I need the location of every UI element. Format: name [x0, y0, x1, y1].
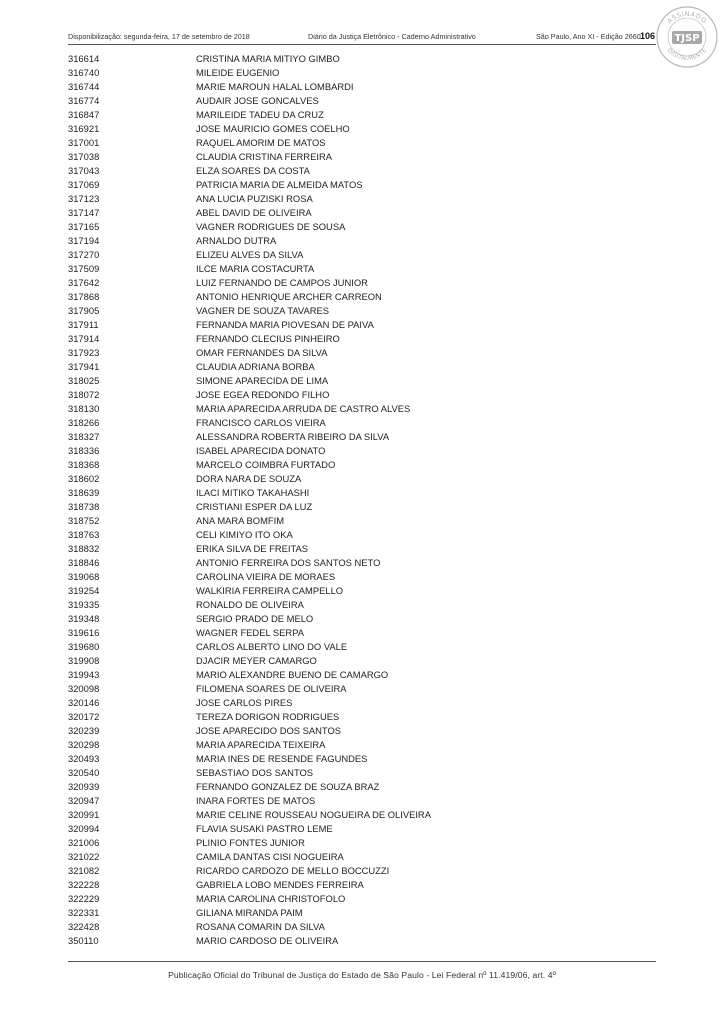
list-item — [68, 752, 648, 766]
list-item — [68, 640, 648, 654]
registration-number: 321022 — [68, 851, 100, 862]
person-name: MARIO ALEXANDRE BUENO DE CAMARGO — [196, 669, 389, 680]
list-item — [68, 150, 648, 164]
person-name: RICARDO CARDOZO DE MELLO BOCCUZZI — [196, 865, 390, 876]
person-name: CLAUDIA CRISTINA FERREIRA — [196, 151, 332, 162]
registration-number: 318602 — [68, 473, 100, 484]
list-item — [68, 528, 648, 542]
list-item — [68, 850, 648, 864]
person-name: ANTONIO FERREIRA DOS SANTOS NETO — [196, 557, 381, 568]
registration-number: 320540 — [68, 767, 100, 778]
registration-number: 319068 — [68, 571, 100, 582]
list-item — [68, 654, 648, 668]
person-name: RAQUEL AMORIM DE MATOS — [196, 137, 326, 148]
person-name: MARCELO COIMBRA FURTADO — [196, 459, 336, 470]
list-item — [68, 220, 648, 234]
person-name: CARLOS ALBERTO LINO DO VALE — [196, 641, 348, 652]
person-name: CRISTINA MARIA MITIYO GIMBO — [196, 53, 340, 64]
list-item — [68, 822, 648, 836]
person-name: ANA LUCIA PUZISKI ROSA — [196, 193, 313, 204]
registration-number: 317905 — [68, 305, 100, 316]
registration-number: 318072 — [68, 389, 100, 400]
registration-number: 320172 — [68, 711, 100, 722]
list-item — [68, 178, 648, 192]
registration-number: 320298 — [68, 739, 100, 750]
list-item — [68, 80, 648, 94]
person-name: JOSE APARECIDO DOS SANTOS — [196, 725, 341, 736]
registration-number: 316847 — [68, 109, 100, 120]
list-item — [68, 486, 648, 500]
registration-number: 317038 — [68, 151, 100, 162]
registration-number: 317147 — [68, 207, 100, 218]
list-item — [68, 276, 648, 290]
list-item — [68, 598, 648, 612]
person-name: ERIKA SILVA DE FREITAS — [196, 543, 309, 554]
list-item — [68, 332, 648, 346]
list-item — [68, 724, 648, 738]
registration-number: 317069 — [68, 179, 100, 190]
list-item — [68, 192, 648, 206]
person-name: PATRICIA MARIA DE ALMEIDA MATOS — [196, 179, 363, 190]
registration-number: 317914 — [68, 333, 100, 344]
list-item — [68, 500, 648, 514]
person-name: FILOMENA SOARES DE OLIVEIRA — [196, 683, 347, 694]
list-item — [68, 164, 648, 178]
registration-number: 318368 — [68, 459, 100, 470]
page-number: 106 — [640, 31, 656, 41]
person-name: RONALDO DE OLIVEIRA — [196, 599, 304, 610]
registration-number: 317923 — [68, 347, 100, 358]
registration-number: 319616 — [68, 627, 100, 638]
registration-number: 321006 — [68, 837, 100, 848]
svg-text:ASSINADO — [666, 10, 709, 25]
person-name: SEBASTIAO DOS SANTOS — [196, 767, 314, 778]
registration-number: 320939 — [68, 781, 100, 792]
registration-number: 322331 — [68, 907, 100, 918]
registration-number: 316614 — [68, 53, 100, 64]
registration-number: 316774 — [68, 95, 100, 106]
registration-number: 322428 — [68, 921, 100, 932]
list-item — [68, 304, 648, 318]
person-name: ANTONIO HENRIQUE ARCHER CARREON — [196, 291, 382, 302]
registration-number: 319908 — [68, 655, 100, 666]
list-item — [68, 906, 648, 920]
person-name: CELI KIMIYO ITO OKA — [196, 529, 293, 540]
list-item — [68, 360, 648, 374]
person-name: ELIZEU ALVES DA SILVA — [196, 249, 304, 260]
list-item — [68, 290, 648, 304]
person-name: ABEL DAVID DE OLIVEIRA — [196, 207, 312, 218]
registration-number: 317043 — [68, 165, 100, 176]
person-name: MARILEIDE TADEU DA CRUZ — [196, 109, 324, 120]
registration-number: 350110 — [68, 935, 99, 946]
registration-number: 322229 — [68, 893, 100, 904]
list-item — [68, 388, 648, 402]
name-list — [68, 52, 648, 948]
registration-number: 318130 — [68, 403, 100, 414]
person-name: CAMILA DANTAS CISI NOGUEIRA — [196, 851, 344, 862]
person-name: ANA MARA BOMFIM — [196, 515, 285, 526]
list-item — [68, 920, 648, 934]
list-item — [68, 444, 648, 458]
person-name: ILCE MARIA COSTACURTA — [196, 263, 315, 274]
person-name: DJACIR MEYER CAMARGO — [196, 655, 317, 666]
person-name: FLAVIA SUSAKI PASTRO LEME — [196, 823, 333, 834]
registration-number: 318025 — [68, 375, 100, 386]
list-item — [68, 892, 648, 906]
person-name: ROSANA COMARIN DA SILVA — [196, 921, 325, 932]
registration-number: 319680 — [68, 641, 100, 652]
list-item — [68, 402, 648, 416]
list-item — [68, 570, 648, 584]
list-item — [68, 794, 648, 808]
registration-number: 317911 — [68, 319, 99, 330]
seal-logo: TJSP — [674, 33, 700, 44]
person-name: AUDAIR JOSE GONCALVES — [196, 95, 319, 106]
list-item — [68, 136, 648, 150]
list-item — [68, 122, 648, 136]
list-item — [68, 248, 648, 262]
person-name: CRISTIANI ESPER DA LUZ — [196, 501, 313, 512]
list-item — [68, 318, 648, 332]
registration-number: 321082 — [68, 865, 100, 876]
list-item — [68, 416, 648, 430]
person-name: SIMONE APARECIDA DE LIMA — [196, 375, 329, 386]
list-item — [68, 556, 648, 570]
registration-number: 317123 — [68, 193, 100, 204]
list-item — [68, 808, 648, 822]
list-item — [68, 668, 648, 682]
registration-number: 318336 — [68, 445, 100, 456]
person-name: FERNANDA MARIA PIOVESAN DE PAIVA — [196, 319, 374, 330]
edition-info: São Paulo, Ano XI - Edição 2660 — [536, 32, 641, 41]
registration-number: 318639 — [68, 487, 100, 498]
seal-text-top: ASSINADO — [665, 9, 709, 26]
registration-number: 320146 — [68, 697, 100, 708]
person-name: ARNALDO DUTRA — [196, 235, 277, 246]
person-name: OMAR FERNANDES DA SILVA — [196, 347, 328, 358]
registration-number: 320947 — [68, 795, 100, 806]
registration-number: 318327 — [68, 431, 100, 442]
registration-number: 319254 — [68, 585, 100, 596]
person-name: INARA FORTES DE MATOS — [196, 795, 316, 806]
person-name: ELZA SOARES DA COSTA — [196, 165, 310, 176]
person-name: MARIO CARDOSO DE OLIVEIRA — [196, 935, 339, 946]
header-rule — [68, 44, 656, 45]
list-item — [68, 346, 648, 360]
person-name: DORA NARA DE SOUZA — [196, 473, 302, 484]
person-name: ISABEL APARECIDA DONATO — [196, 445, 326, 456]
list-item — [68, 374, 648, 388]
list-item — [68, 612, 648, 626]
registration-number: 319348 — [68, 613, 100, 624]
registration-number: 317194 — [68, 235, 100, 246]
person-name: FRANCISCO CARLOS VIEIRA — [196, 417, 326, 428]
list-item — [68, 934, 648, 948]
registration-number: 318846 — [68, 557, 100, 568]
list-item — [68, 52, 648, 66]
registration-number: 316740 — [68, 67, 100, 78]
registration-number: 320991 — [68, 809, 100, 820]
registration-number: 317001 — [68, 137, 100, 148]
person-name: GABRIELA LOBO MENDES FERREIRA — [196, 879, 364, 890]
list-item — [68, 864, 648, 878]
list-item — [68, 710, 648, 724]
registration-number: 320994 — [68, 823, 100, 834]
list-item — [68, 108, 648, 122]
page-footer: Publicação Oficial do Tribunal de Justiça do Estado de São Paulo - Lei Federal nº 11.419/06, art. 4º — [168, 970, 556, 980]
person-name: MARIA APARECIDA TEIXEIRA — [196, 739, 326, 750]
list-item — [68, 836, 648, 850]
list-item — [68, 234, 648, 248]
registration-number: 320239 — [68, 725, 100, 736]
registration-number: 319335 — [68, 599, 100, 610]
list-item — [68, 626, 648, 640]
list-item — [68, 262, 648, 276]
person-name: ILACI MITIKO TAKAHASHI — [196, 487, 310, 498]
footer-rule — [68, 961, 656, 962]
registration-number: 320098 — [68, 683, 100, 694]
person-name: MARIA INES DE RESENDE FAGUNDES — [196, 753, 368, 764]
person-name: CAROLINA VIEIRA DE MORAES — [196, 571, 336, 582]
digital-signature-seal-icon — [655, 5, 719, 69]
person-name: LUIZ FERNANDO DE CAMPOS JUNIOR — [196, 277, 368, 288]
person-name: TEREZA DORIGON RODRIGUES — [196, 711, 340, 722]
seal-text-bottom: DIGITALMENTE — [665, 47, 709, 63]
registration-number: 322228 — [68, 879, 100, 890]
person-name: MARIA CAROLINA CHRISTOFOLO — [196, 893, 346, 904]
list-item — [68, 66, 648, 80]
registration-number: 318266 — [68, 417, 100, 428]
registration-number: 317270 — [68, 249, 100, 260]
person-name: JOSE CARLOS PIRES — [196, 697, 293, 708]
person-name: MILEIDE EUGENIO — [196, 67, 280, 78]
list-item — [68, 430, 648, 444]
person-name: JOSE EGEA REDONDO FILHO — [196, 389, 330, 400]
list-item — [68, 458, 648, 472]
registration-number: 317642 — [68, 277, 100, 288]
publication-date: Disponibilização: segunda-feira, 17 de setembro de 2018 — [68, 32, 250, 41]
list-item — [68, 696, 648, 710]
person-name: ALESSANDRA ROBERTA RIBEIRO DA SILVA — [196, 431, 390, 442]
list-item — [68, 878, 648, 892]
person-name: WAGNER FEDEL SERPA — [196, 627, 305, 638]
list-item — [68, 682, 648, 696]
person-name: FERNANDO GONZALEZ DE SOUZA BRAZ — [196, 781, 380, 792]
list-item — [68, 206, 648, 220]
registration-number: 318752 — [68, 515, 100, 526]
list-item — [68, 514, 648, 528]
person-name: WALKIRIA FERREIRA CAMPELLO — [196, 585, 344, 596]
registration-number: 318738 — [68, 501, 100, 512]
registration-number: 318832 — [68, 543, 100, 554]
svg-text:DIGITALMENTE — [666, 47, 709, 62]
registration-number: 320493 — [68, 753, 100, 764]
person-name: SERGIO PRADO DE MELO — [196, 613, 314, 624]
list-item — [68, 542, 648, 556]
person-name: PLINIO FONTES JUNIOR — [196, 837, 305, 848]
list-item — [68, 766, 648, 780]
registration-number: 318763 — [68, 529, 100, 540]
person-name: CLAUDIA ADRIANA BORBA — [196, 361, 315, 372]
journal-title: Diário da Justiça Eletrônico - Caderno Administrativo — [308, 32, 476, 41]
person-name: FERNANDO CLECIUS PINHEIRO — [196, 333, 340, 344]
registration-number: 317941 — [68, 361, 100, 372]
list-item — [68, 472, 648, 486]
person-name: MARIE CELINE ROUSSEAU NOGUEIRA DE OLIVEIRA — [196, 809, 431, 820]
registration-number: 317165 — [68, 221, 100, 232]
person-name: GILIANA MIRANDA PAIM — [196, 907, 303, 918]
registration-number: 317868 — [68, 291, 100, 302]
person-name: MARIE MAROUN HALAL LOMBARDI — [196, 81, 354, 92]
person-name: VAGNER RODRIGUES DE SOUSA — [196, 221, 346, 232]
registration-number: 316921 — [68, 123, 100, 134]
page-header — [68, 29, 656, 43]
registration-number: 317509 — [68, 263, 100, 274]
registration-number: 319943 — [68, 669, 100, 680]
list-item — [68, 780, 648, 794]
list-item — [68, 584, 648, 598]
list-item — [68, 94, 648, 108]
person-name: JOSE MAURICIO GOMES COELHO — [196, 123, 350, 134]
list-item — [68, 738, 648, 752]
registration-number: 316744 — [68, 81, 100, 92]
person-name: VAGNER DE SOUZA TAVARES — [196, 305, 330, 316]
person-name: MARIA APARECIDA ARRUDA DE CASTRO ALVES — [196, 403, 411, 414]
